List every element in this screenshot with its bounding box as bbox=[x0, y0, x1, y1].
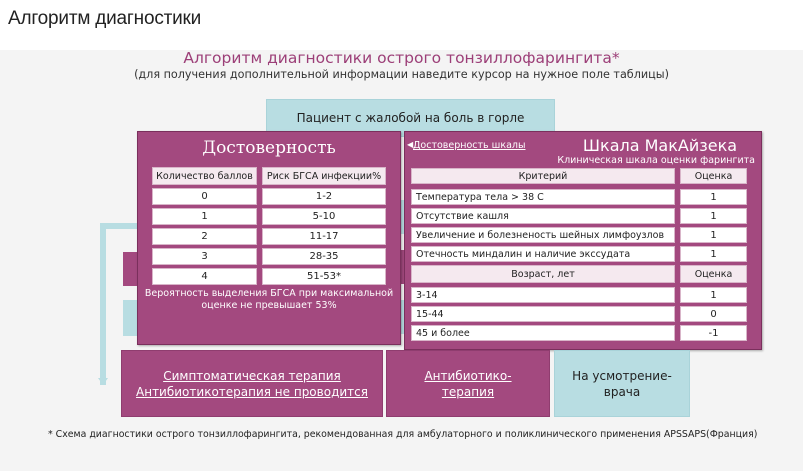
age-score-header: Оценка bbox=[680, 265, 747, 283]
reliability-cell: 28-35 bbox=[262, 248, 386, 265]
age-cell: 3-14 bbox=[411, 287, 675, 303]
criteria-score-cell: 1 bbox=[680, 208, 747, 224]
criteria-score-header: Оценка bbox=[680, 168, 747, 184]
reliability-cell: 5-10 bbox=[262, 208, 386, 225]
no-antibiotic-label: Антибиотикотерапия не проводится bbox=[136, 384, 368, 399]
flow-connector bbox=[100, 223, 138, 229]
reliability-cell: 51-53* bbox=[262, 268, 386, 285]
reliability-header-risk: Риск БГСА инфекции% bbox=[262, 167, 386, 185]
reliability-cell: 1 bbox=[152, 208, 257, 225]
age-score-cell: 0 bbox=[680, 306, 747, 322]
age-cell: 15-44 bbox=[411, 306, 675, 322]
flow-connector bbox=[100, 223, 106, 385]
reliability-cell: 11-17 bbox=[262, 228, 386, 245]
doctor-discretion-label-2: врача bbox=[603, 384, 641, 399]
criteria-score-cell: 1 bbox=[680, 189, 747, 205]
antibiotic-therapy-label-2: терапия bbox=[441, 384, 495, 399]
reliability-cell: 0 bbox=[152, 188, 257, 205]
age-header: Возраст, лет bbox=[411, 265, 675, 283]
mcisaac-subtitle: Клиническая шкала оценки фарингита bbox=[557, 155, 755, 166]
age-cell: 45 и более bbox=[411, 325, 675, 341]
patient-complaint-label: Пациент с жалобой на боль в горле bbox=[296, 111, 525, 125]
footnote: * Схема диагностики острого тонзиллофарингита, рекомендованная для амбулаторного и поликлинического применения APSSAPS(Франция) bbox=[48, 429, 758, 440]
criteria-cell: Увеличение и болезненость шейных лимфоузлов bbox=[411, 227, 675, 243]
scale-reliability-link[interactable]: Достоверность шкалы bbox=[413, 140, 526, 151]
reliability-cell: 4 bbox=[152, 268, 257, 285]
diagram-title: Алгоритм диагностики острого тонзиллофарингита* bbox=[183, 49, 620, 67]
reliability-header-score: Количество баллов bbox=[152, 167, 257, 185]
criteria-header: Критерий bbox=[411, 168, 675, 184]
antibiotic-therapy-box[interactable] bbox=[386, 350, 550, 417]
criteria-score-cell: 1 bbox=[680, 227, 747, 243]
reliability-panel bbox=[137, 131, 401, 345]
reliability-cell: 2 bbox=[152, 228, 257, 245]
symptomatic-therapy-label: Симптоматическая терапия bbox=[163, 368, 341, 383]
criteria-score-cell: 1 bbox=[680, 246, 747, 262]
criteria-cell: Отсутствие кашля bbox=[411, 208, 675, 224]
page-heading: Алгоритм диагностики bbox=[8, 8, 202, 29]
criteria-cell: Температура тела > 38 C bbox=[411, 189, 675, 205]
symptomatic-therapy-box[interactable] bbox=[121, 350, 383, 417]
criteria-cell: Отечность миндалин и наличие экссудата bbox=[411, 246, 675, 262]
diagram-subtitle: (для получения дополнительной информации наведите курсор на нужное поле таблицы) bbox=[134, 68, 669, 81]
doctor-discretion-label-1: На усмотрение- bbox=[572, 368, 672, 383]
mcisaac-title: Шкала МакАйзека bbox=[582, 136, 738, 155]
mcisaac-panel bbox=[404, 131, 762, 350]
arrow-down-icon bbox=[98, 378, 108, 385]
doctor-discretion-box[interactable] bbox=[554, 350, 690, 417]
age-score-cell: -1 bbox=[680, 325, 747, 341]
reliability-title: Достоверность bbox=[202, 138, 336, 158]
antibiotic-therapy-label-1: Антибиотико- bbox=[424, 368, 512, 383]
reliability-cell: 1-2 bbox=[262, 188, 386, 205]
age-score-cell: 1 bbox=[680, 287, 747, 303]
reliability-cell: 3 bbox=[152, 248, 257, 265]
reliability-note: Вероятность выделения БГСА при максимальной оценке не превышает 53% bbox=[144, 288, 394, 311]
left-arrow-icon: ◀ bbox=[407, 140, 414, 149]
